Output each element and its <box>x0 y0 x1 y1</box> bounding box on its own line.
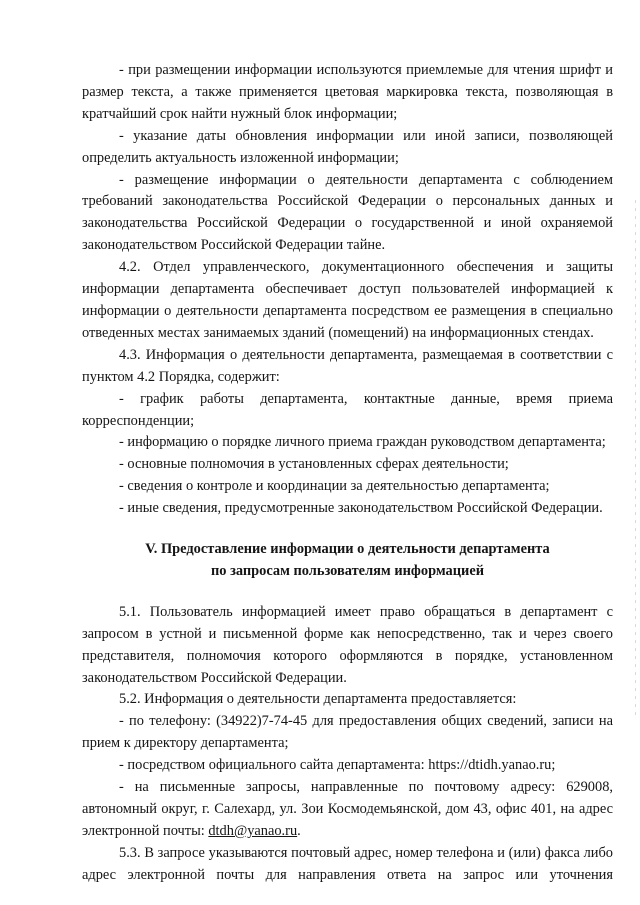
document-page <box>82 60 613 887</box>
paragraph-4-3: 4.3. Информация о деятельности департамента, размещаемая в соответствии с пунктом 4.2 Порядка, содержит: <box>82 346 613 385</box>
paragraph-postal-address <box>82 777 613 843</box>
scan-edge-marks <box>635 200 636 720</box>
paragraph-5-1: 5.1. Пользователь информацией имеет право обращаться в департамент с запросом в устной и письменной форме как непосредственно, так и через своего представителя, полномочия которого оформляются в порядке, установленном законодательством Российской Федерации. <box>82 603 613 686</box>
paragraph-5-2: 5.2. Информация о деятельности департамента предоставляется: <box>119 691 517 708</box>
paragraph-reception: - информацию о порядке личного приема граждан руководством департамента; <box>119 434 606 451</box>
spacer <box>82 520 613 539</box>
paragraph-4-2: 4.2. Отдел управленческого, документационного обеспечения и защиты информации департамента обеспечивает доступ пользователей информацией к информации о деятельности департамента посредством ее размещения в специально отведенных местах занимаемых зданий (помещений) на информационных стендах. <box>82 259 613 341</box>
paragraph-update-date: - указание даты обновления информации или иной записи, позволяющей определить актуальность изложенной информации; <box>82 127 613 166</box>
spacer <box>82 583 613 602</box>
paragraph-control: - сведения о контроле и координации за деятельностью департамента; <box>119 478 550 495</box>
paragraph-schedule: - график работы департамента, контактные данные, время приема корреспонденции; <box>82 390 613 429</box>
section-heading-line-2: по запросам пользователям информацией <box>210 562 485 579</box>
paragraph-phone: - по телефону: (34922)7-74-45 для предоставления общих сведений, записи на прием к директору департамента; <box>82 713 613 752</box>
postal-tail: . <box>297 822 301 839</box>
paragraph-other-info: - иные сведения, предусмотренные законодательством Российской Федерации. <box>119 500 603 517</box>
paragraph-5-3: 5.3. В запросе указываются почтовый адрес, номер телефона и (или) факса либо адрес электронной почты для направления ответа на запрос или уточнения <box>82 844 613 883</box>
section-heading-line-1: V. Предоставление информации о деятельности департамента <box>145 541 550 558</box>
paragraph-legal-compliance: - размещение информации о деятельности департамента с соблюдением требований законодательства Российской Федерации о персональных данных и законодательства Российской Федерации о государственной и иной охраняемой законодательством Российской Федерации тайне. <box>82 171 613 254</box>
paragraph-powers: - основные полномочия в установленных сферах деятельности; <box>119 456 509 473</box>
postal-text: - на письменные запросы, направленные по почтовому адресу: 629008, автономный округ, г. Салехард, ул. Зои Космодемьянской, дом 43, офис 401, на адрес электронной почты: <box>82 779 613 839</box>
paragraph-website: - посредством официального сайта департамента: https://dtidh.yanao.ru; <box>119 757 556 774</box>
email-link[interactable]: dtdh@yanao.ru <box>208 822 298 839</box>
paragraph-font-readability: - при размещении информации используются приемлемые для чтения шрифт и размер текста, а также применяется цветовая маркировка текста, позволяющая в кратчайший срок найти нужный блок информации; <box>82 62 613 122</box>
